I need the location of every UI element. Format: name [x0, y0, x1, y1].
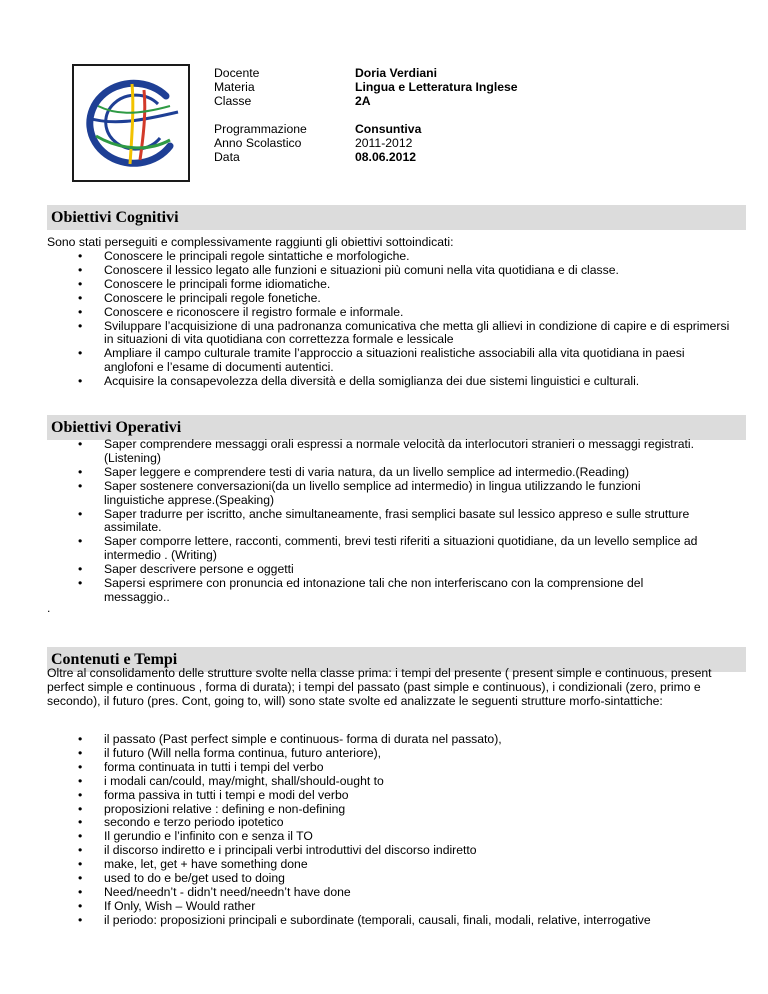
school-logo [72, 64, 190, 182]
list-item: • forma continuata in tutti i tempi del verbo [104, 761, 744, 775]
list-item: • Conoscere le principali regole fonetiche. [104, 292, 734, 306]
operativi-trailing: . [47, 601, 51, 615]
list-item: • forma passiva in tutti i tempi e modi del verbo [104, 789, 744, 803]
list-item: • Saper sostenere conversazioni(da un livello semplice ad intermedio) in lingua utilizzando le funzioni linguistiche apprese.(Speaking) [104, 480, 704, 508]
value-materia: Lingua e Letteratura Inglese [355, 80, 518, 94]
label-classe: Classe [214, 94, 252, 108]
logo-emblem-icon [74, 66, 188, 180]
list-item: • Saper comporre lettere, racconti, commenti, brevi testi riferiti a situazioni quotidiane, da un levello semplice ad intermedio . (Writing) [104, 535, 704, 563]
list-item: • i modali can/could, may/might, shall/should-ought to [104, 775, 744, 789]
list-item: • Saper comprendere messaggi orali espressi a normale velocità da interlocutori stranieri o messaggi registrati.(Listening) [104, 438, 704, 466]
value-data: 08.06.2012 [355, 150, 416, 164]
list-item: • used to do e be/get used to doing [104, 872, 744, 886]
contenuti-intro: Oltre al consolidamento delle strutture svolte nella classe prima: i tempi del presente ( present simple e continuous, present perfect simple e continuous , forma di durata); i tempi del passato (past simple e continuous), i condizionali (zero, primo e secondo), il futuro (pres. Cont, going to, will) sono state svolte ed analizzate le seguenti strutture morfo-sintattiche: [47, 666, 712, 708]
cognitivi-list [104, 250, 734, 389]
list-item: • Il gerundio e l’infinito con e senza il TO [104, 830, 744, 844]
label-anno-scolastico: Anno Scolastico [214, 136, 302, 150]
value-classe: 2A [355, 94, 371, 108]
list-item: • Saper tradurre per iscritto, anche simultaneamente, frasi semplici basate sul lessico appreso e sulle strutture assimilate. [104, 508, 704, 536]
list-item: • Acquisire la consapevolezza della diversità e della somiglianza dei due sistemi linguistici e culturali. [104, 375, 734, 389]
list-item: • Saper descrivere persone e oggetti [104, 563, 704, 577]
list-item: • make, let, get + have something done [104, 858, 744, 872]
list-item: • Sapersi esprimere con pronuncia ed intonazione tali che non interferiscano con la comprensione del messaggio.. [104, 577, 704, 605]
list-item: • Conoscere le principali regole sintattiche e morfologiche. [104, 250, 734, 264]
list-item: • Ampliare il campo culturale tramite l’approccio a situazioni realistiche associabili alla vita quotidiana in paesi anglofoni e l’esame di documenti autentici. [104, 347, 734, 375]
value-programmazione: Consuntiva [355, 122, 422, 136]
label-materia: Materia [214, 80, 255, 94]
value-anno-scolastico: 2011-2012 [355, 136, 413, 150]
operativi-list [104, 438, 704, 605]
list-item: • proposizioni relative : defining e non-defining [104, 803, 744, 817]
list-item: • il discorso indiretto e i principali verbi introduttivi del discorso indiretto [104, 844, 744, 858]
value-docente: Doria Verdiani [355, 66, 437, 80]
list-item: • il periodo: proposizioni principali e subordinate (temporali, causali, finali, modali, relative, interrogative [104, 914, 744, 928]
list-item: • Conoscere il lessico legato alle funzioni e situazioni più comuni nella vita quotidiana e di classe. [104, 264, 734, 278]
cognitivi-intro: Sono stati perseguiti e complessivamente raggiunti gli obiettivi sottoindicati: [47, 235, 454, 249]
contenuti-list [104, 733, 744, 928]
list-item: • il futuro (Will nella forma continua, futuro anteriore), [104, 747, 744, 761]
list-item: • secondo e terzo periodo ipotetico [104, 816, 744, 830]
section-title-cognitivi: Obiettivi Cognitivi [47, 205, 746, 230]
section-title-operativi: Obiettivi Operativi [47, 415, 746, 440]
list-item: • Conoscere e riconoscere il registro formale e informale. [104, 306, 734, 320]
list-item: • Sviluppare l’acquisizione di una padronanza comunicativa che metta gli allievi in condizione di capire e di esprimersi in situazioni di vita quotidiana con correttezza formale e lessicale [104, 320, 734, 348]
list-item: • Saper leggere e comprendere testi di varia natura, da un livello semplice ad intermedio.(Reading) [104, 466, 704, 480]
list-item: • il passato (Past perfect simple e continuous- forma di durata nel passato), [104, 733, 744, 747]
list-item: • If Only, Wish – Would rather [104, 900, 744, 914]
list-item: • Need/needn’t - didn’t need/needn’t have done [104, 886, 744, 900]
label-programmazione: Programmazione [214, 122, 307, 136]
label-docente: Docente [214, 66, 260, 80]
list-item: • Conoscere le principali forme idiomatiche. [104, 278, 734, 292]
section-title-contenuti: Contenuti e Tempi [47, 647, 746, 672]
label-data: Data [214, 150, 240, 164]
